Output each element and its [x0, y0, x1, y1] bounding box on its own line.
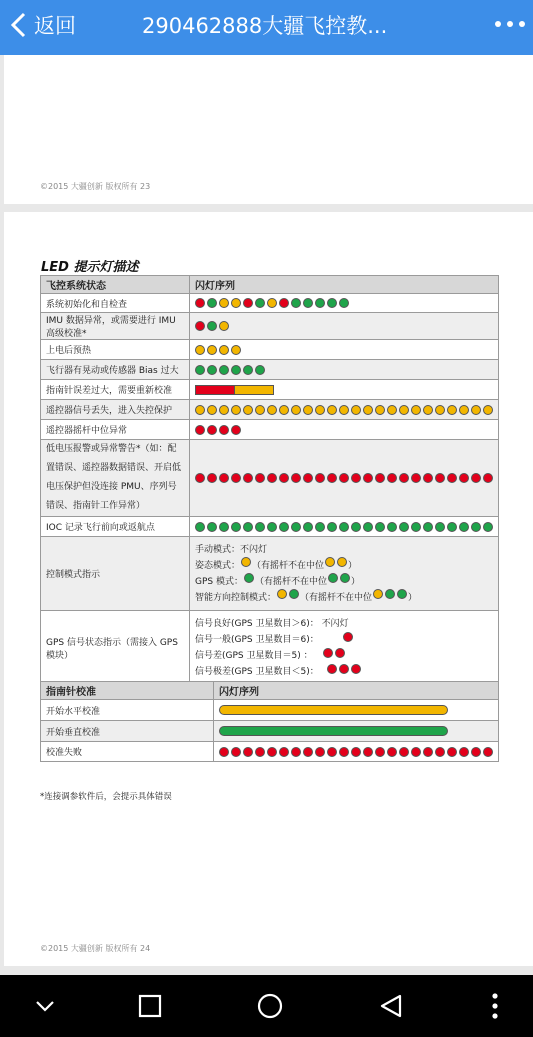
- led-dot: [231, 365, 241, 375]
- section-title: LED 提示灯描述: [41, 260, 139, 275]
- led-dot: [351, 405, 361, 415]
- document-page-24: [4, 212, 533, 966]
- table-row: [41, 721, 499, 742]
- led-dot: [219, 405, 229, 415]
- led-dot: [267, 522, 277, 532]
- led-dot: [327, 473, 337, 483]
- row-label: GPS 信号状态指示（需接入 GPS 模块）: [41, 611, 190, 685]
- led-dot: [219, 345, 229, 355]
- led-dot: [447, 405, 457, 415]
- led-dot: [243, 405, 253, 415]
- led-dot: [279, 298, 289, 308]
- led-dot: [399, 473, 409, 483]
- back-button[interactable]: [8, 8, 76, 42]
- led-dot: [339, 473, 349, 483]
- led-dot: [339, 405, 349, 415]
- led-dot: [219, 747, 229, 757]
- table-row: [41, 294, 499, 313]
- led-dot: [327, 298, 337, 308]
- led-dot: [291, 473, 301, 483]
- led-dot: [207, 425, 217, 435]
- led-dot: [207, 298, 217, 308]
- led-dot: [231, 747, 241, 757]
- led-dot: [231, 298, 241, 308]
- app-header: [0, 0, 533, 55]
- led-dot: [255, 405, 265, 415]
- led-dot: [459, 747, 469, 757]
- row-label: IOC 记录飞行前向或返航点: [41, 517, 190, 537]
- row-label: 低电压报警或异常警告*（如：配置错误、遥控器数据错误、开启低电压保护但没连接 PMU、序列号错误、指南针工作异常）: [41, 440, 190, 517]
- more-vertical-icon[interactable]: [480, 991, 510, 1021]
- row-label: 遥控器信号丢失，进入失控保护: [41, 400, 190, 420]
- led-dot: [219, 365, 229, 375]
- gps-normal: 信号一般(GPS 卫星数目＝6)：: [195, 632, 493, 648]
- row-label: 上电后预热: [41, 340, 190, 360]
- led-sequence: [195, 522, 493, 532]
- led-sequence: [195, 473, 493, 483]
- led-dot: [435, 405, 445, 415]
- recent-apps-icon[interactable]: [135, 991, 165, 1021]
- led-dot: [363, 473, 373, 483]
- led-dot: [423, 405, 433, 415]
- col-header-state: 飞控系统状态: [41, 276, 190, 294]
- gps-status-cell: [190, 611, 499, 685]
- led-dot: [291, 298, 301, 308]
- led-dot: [471, 522, 481, 532]
- led-dot: [375, 747, 385, 757]
- page-footer: ©2015 大疆创新 版权所有 24: [40, 944, 151, 953]
- led-dot: [207, 321, 217, 331]
- led-dot: [483, 522, 493, 532]
- led-dot: [303, 298, 313, 308]
- led-dot: [291, 747, 301, 757]
- led-dot: [243, 298, 253, 308]
- table-row: [41, 742, 499, 762]
- mode-ioc: 智能方向控制模式： （有摇杆不在中位 ）: [195, 590, 493, 606]
- led-dot: [231, 522, 241, 532]
- flight-led-table: [40, 275, 499, 685]
- led-dot: [459, 405, 469, 415]
- led-dot: [399, 522, 409, 532]
- row-label: 指南针误差过大，需要重新校准: [41, 380, 190, 400]
- led-dot: [219, 321, 229, 331]
- led-dot: [303, 747, 313, 757]
- led-dot: [207, 365, 217, 375]
- table-row: [41, 340, 499, 360]
- led-dot: [207, 405, 217, 415]
- led-dot: [207, 473, 217, 483]
- led-dot: [267, 747, 277, 757]
- led-dot: [483, 747, 493, 757]
- led-dot: [255, 365, 265, 375]
- mode-gps: GPS 模式： （有摇杆不在中位 ）: [195, 574, 493, 590]
- led-dot: [315, 522, 325, 532]
- vertical-calibration-bar: [219, 726, 448, 736]
- led-sequence: [219, 747, 493, 757]
- led-dot: [351, 522, 361, 532]
- led-dot: [411, 747, 421, 757]
- led-dot: [315, 405, 325, 415]
- led-dot: [291, 405, 301, 415]
- led-dot: [423, 473, 433, 483]
- led-dot: [243, 747, 253, 757]
- horizontal-calibration-bar: [219, 705, 448, 715]
- col-header-sequence: 闪灯序列: [214, 682, 499, 700]
- led-dot: [291, 522, 301, 532]
- led-dot: [411, 405, 421, 415]
- led-dot: [255, 298, 265, 308]
- led-dot: [207, 522, 217, 532]
- led-dot: [195, 425, 205, 435]
- back-triangle-icon[interactable]: [376, 991, 406, 1021]
- led-dot: [363, 747, 373, 757]
- gps-worst: 信号极差(GPS 卫星数目＜5)：: [195, 664, 493, 680]
- led-dot: [447, 522, 457, 532]
- led-dot: [267, 473, 277, 483]
- led-dot: [231, 473, 241, 483]
- led-dot: [219, 473, 229, 483]
- led-dot: [195, 298, 205, 308]
- led-dot: [375, 405, 385, 415]
- led-dot: [411, 522, 421, 532]
- led-dot: [327, 522, 337, 532]
- mode-atti: 姿态模式： （有摇杆不在中位 ）: [195, 558, 493, 574]
- led-dot: [303, 522, 313, 532]
- led-dot: [315, 747, 325, 757]
- table-row: [41, 517, 499, 537]
- led-dot: [315, 473, 325, 483]
- led-dot: [351, 747, 361, 757]
- led-dot: [423, 747, 433, 757]
- led-dot: [267, 405, 277, 415]
- led-dot: [219, 298, 229, 308]
- led-dot: [399, 747, 409, 757]
- led-dot: [387, 405, 397, 415]
- led-dot: [471, 405, 481, 415]
- led-dot: [339, 522, 349, 532]
- led-dot: [267, 298, 277, 308]
- led-dot: [279, 747, 289, 757]
- page-title: 290462888大疆飞控教...: [142, 14, 388, 38]
- table-row: [41, 537, 499, 611]
- led-dot: [411, 473, 421, 483]
- led-sequence: [195, 298, 493, 308]
- led-dot: [243, 522, 253, 532]
- chevron-down-icon[interactable]: [30, 991, 60, 1021]
- led-dot: [195, 321, 205, 331]
- led-dot: [447, 747, 457, 757]
- led-dot: [471, 747, 481, 757]
- led-dot: [243, 473, 253, 483]
- led-sequence: [195, 405, 493, 415]
- row-label: 遥控器摇杆中位异常: [41, 420, 190, 440]
- led-dot: [375, 522, 385, 532]
- row-label: 控制模式指示: [41, 537, 190, 611]
- led-dot: [483, 473, 493, 483]
- led-dot: [483, 405, 493, 415]
- led-dot: [207, 345, 217, 355]
- led-dot: [231, 405, 241, 415]
- row-label: 系统初始化和自检查: [41, 294, 190, 313]
- back-label: 返回: [34, 14, 76, 38]
- gps-bad: 信号差(GPS 卫星数目＝5) ：: [195, 648, 493, 664]
- chevron-left-icon: [8, 12, 30, 38]
- led-dot: [303, 473, 313, 483]
- table-row: [41, 313, 499, 340]
- led-dot: [315, 298, 325, 308]
- mode-manual: 手动模式：不闪灯: [195, 544, 268, 555]
- led-dot: [195, 345, 205, 355]
- col-header-state: 指南针校准: [41, 682, 214, 700]
- table-row: [41, 380, 499, 400]
- led-dot: [435, 747, 445, 757]
- row-label: 校准失败: [41, 742, 214, 762]
- led-dot: [339, 298, 349, 308]
- col-header-sequence: 闪灯序列: [190, 276, 499, 294]
- led-dot: [375, 473, 385, 483]
- led-dot: [363, 522, 373, 532]
- led-dot: [387, 522, 397, 532]
- led-dot: [279, 473, 289, 483]
- led-dot: [195, 405, 205, 415]
- control-mode-cell: [190, 537, 499, 611]
- led-dot: [279, 405, 289, 415]
- led-dot: [363, 405, 373, 415]
- led-dot: [459, 522, 469, 532]
- row-label: 开始水平校准: [41, 700, 214, 721]
- led-dot: [231, 345, 241, 355]
- led-sequence: [195, 321, 493, 331]
- row-label: 飞行器有晃动或传感器 Bias 过大: [41, 360, 190, 380]
- compass-error-bar: [195, 385, 493, 395]
- compass-led-table: [40, 681, 499, 762]
- led-dot: [231, 425, 241, 435]
- table-row: [41, 360, 499, 380]
- led-dot: [447, 473, 457, 483]
- document-page-23: [4, 55, 533, 204]
- led-dot: [423, 522, 433, 532]
- home-icon[interactable]: [255, 991, 285, 1021]
- led-dot: [435, 473, 445, 483]
- led-dot: [255, 747, 265, 757]
- row-label: 开始垂直校准: [41, 721, 214, 742]
- led-dot: [459, 473, 469, 483]
- led-dot: [243, 365, 253, 375]
- system-nav-bar: [0, 975, 533, 1037]
- led-dot: [255, 473, 265, 483]
- led-dot: [219, 425, 229, 435]
- led-dot: [303, 405, 313, 415]
- row-label: IMU 数据异常，或需要进行 IMU 高级校准*: [41, 313, 190, 340]
- gps-good: 信号良好(GPS 卫星数目＞6)： 不闪灯: [195, 618, 349, 629]
- led-dot: [351, 473, 361, 483]
- led-dot: [279, 522, 289, 532]
- led-dot: [471, 473, 481, 483]
- led-dot: [327, 747, 337, 757]
- table-row: [41, 700, 499, 721]
- led-dot: [339, 747, 349, 757]
- led-dot: [219, 522, 229, 532]
- led-dot: [327, 405, 337, 415]
- led-dot: [387, 473, 397, 483]
- led-dot: [195, 473, 205, 483]
- led-dot: [195, 522, 205, 532]
- table-row: [41, 440, 499, 517]
- footnote: *连接调参软件后，会提示具体错误: [40, 792, 172, 802]
- led-dot: [435, 522, 445, 532]
- table-row: [41, 400, 499, 420]
- page-footer: ©2015 大疆创新 版权所有 23: [40, 182, 151, 191]
- led-dot: [255, 522, 265, 532]
- table-row: [41, 611, 499, 685]
- led-dot: [195, 365, 205, 375]
- led-sequence: [195, 425, 493, 435]
- led-sequence: [195, 345, 493, 355]
- more-icon[interactable]: [495, 12, 525, 36]
- table-row: [41, 420, 499, 440]
- led-dot: [387, 747, 397, 757]
- led-sequence: [195, 365, 493, 375]
- led-dot: [399, 405, 409, 415]
